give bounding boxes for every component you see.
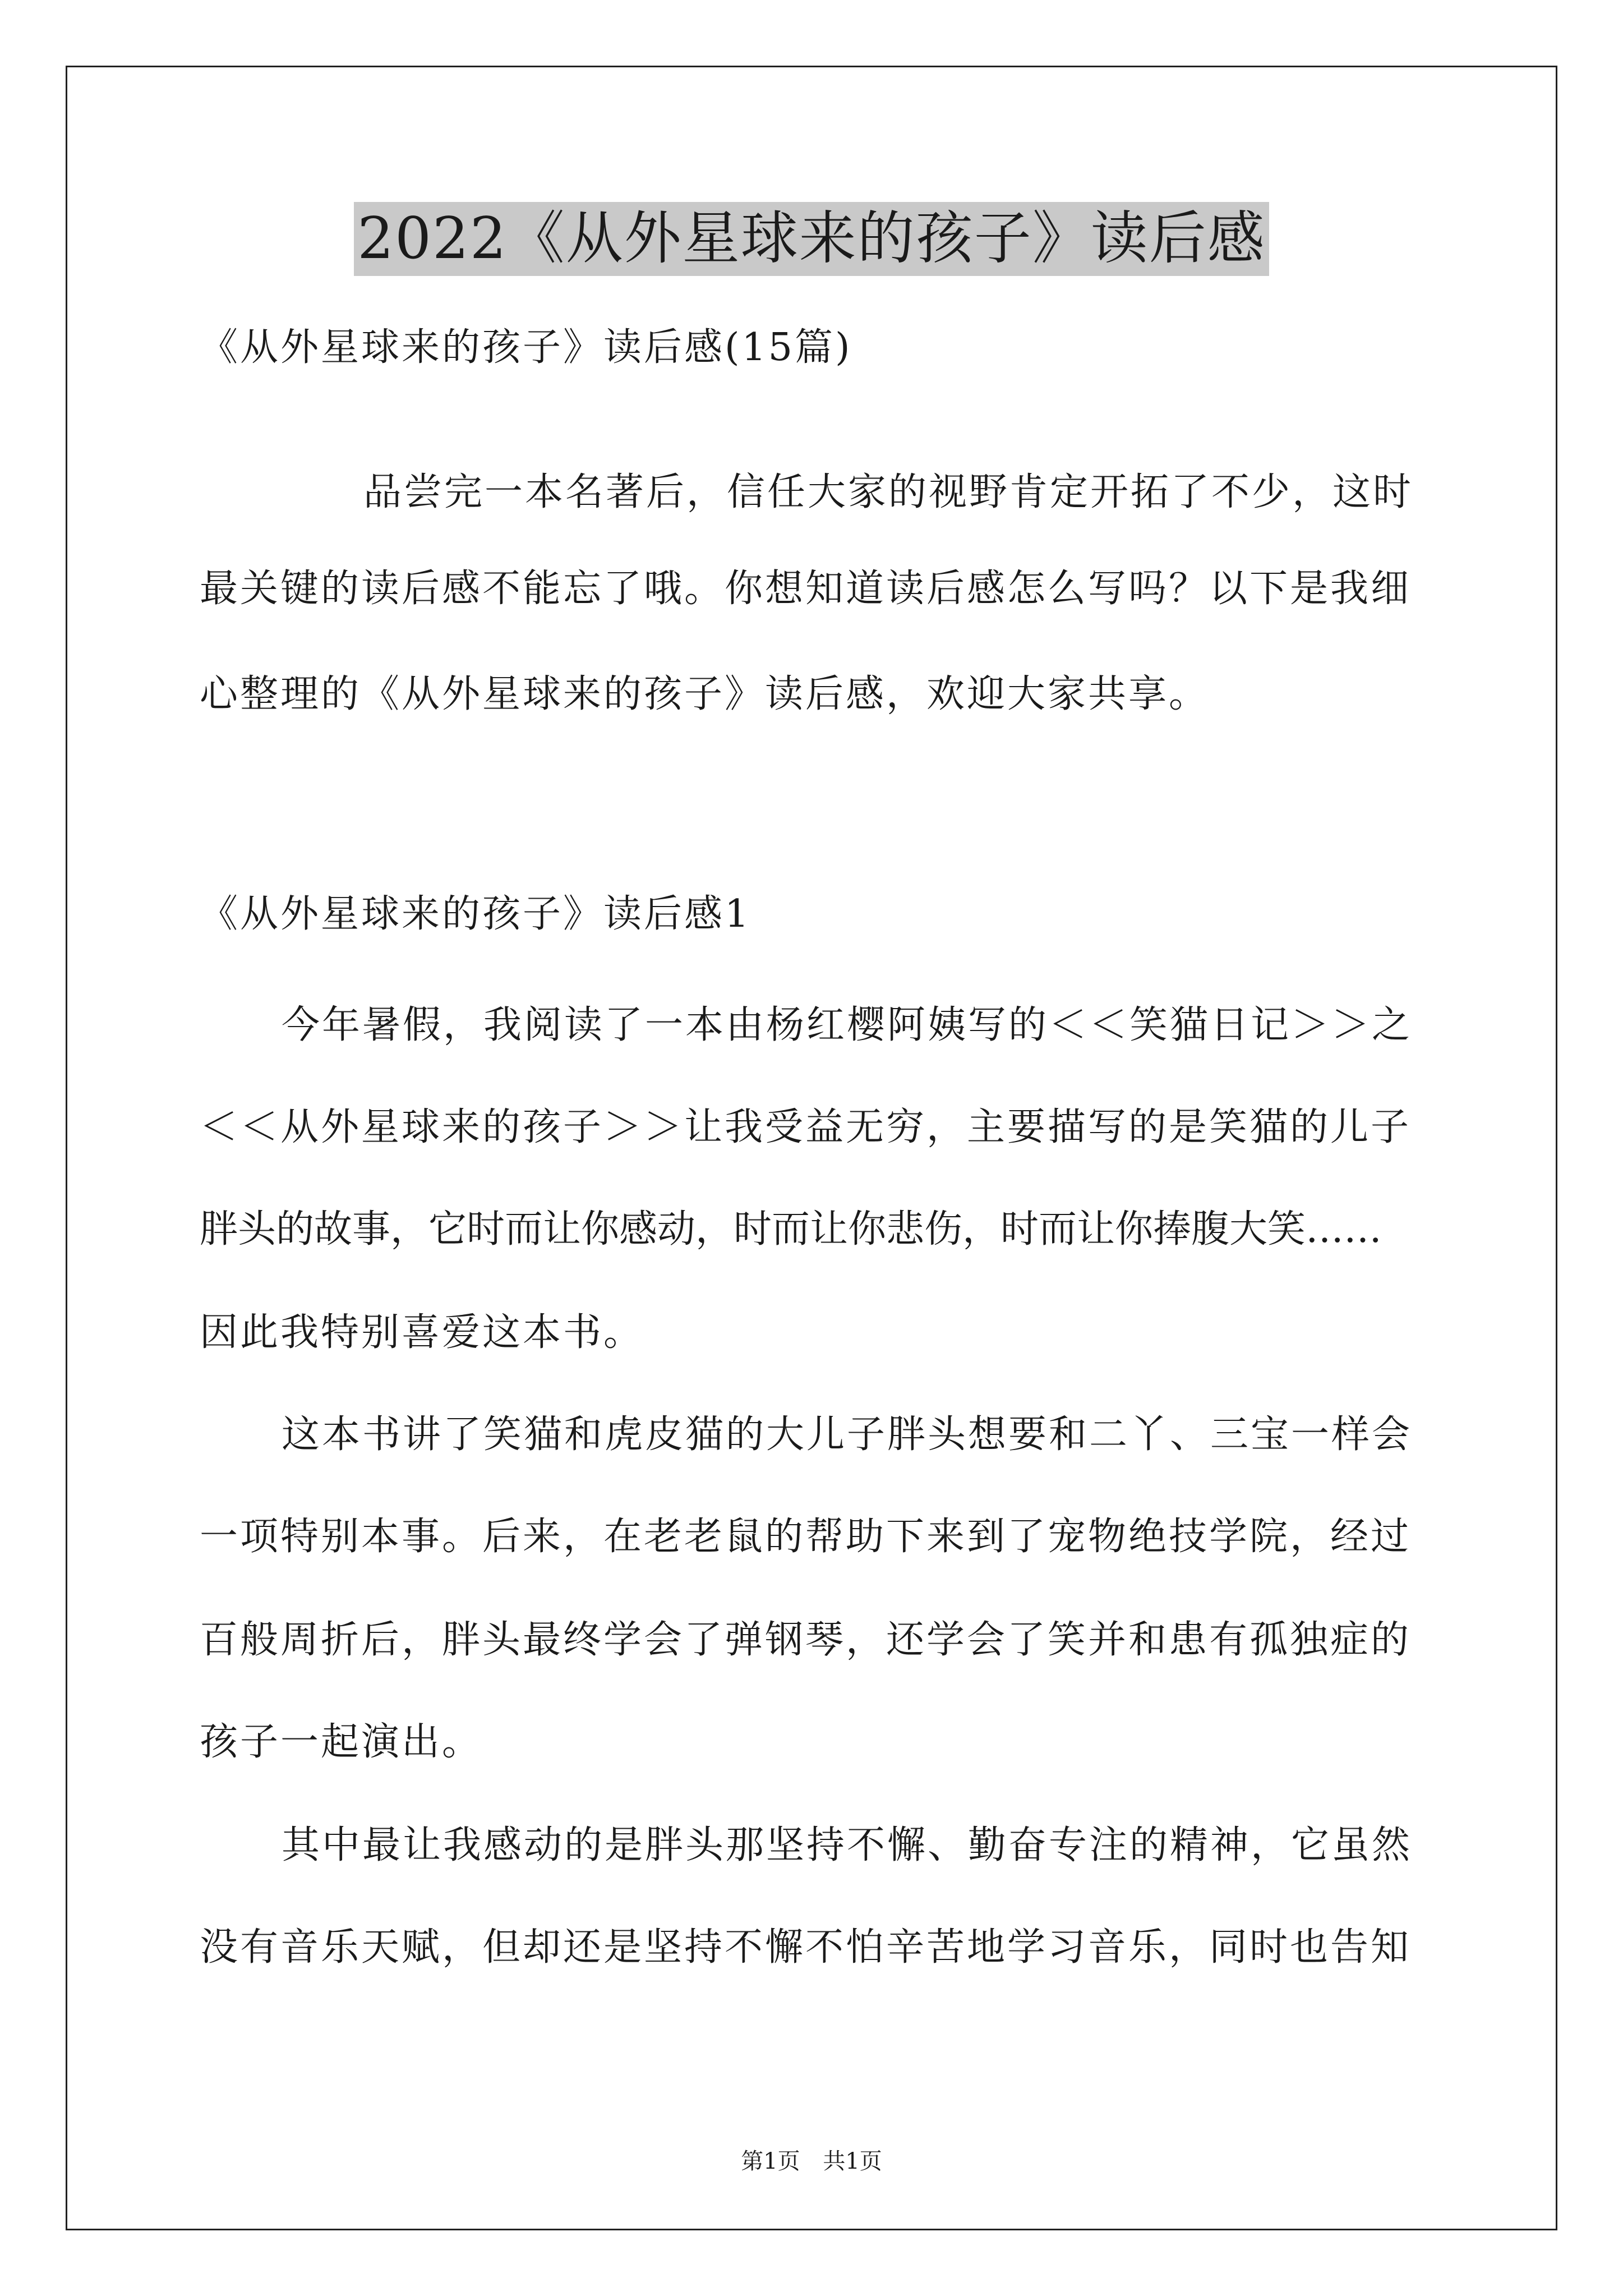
paragraph-line: 胖头的故事，它时而让你感动，时而让你悲伤，时而让你捧腹大笑…… — [200, 1207, 1382, 1251]
title-container — [0, 202, 1623, 276]
paragraph-line: 这本书讲了笑猫和虎皮猫的大儿子胖头想要和二丫、三宝一样会 — [282, 1412, 1413, 1457]
paragraph-line: 今年暑假，我阅读了一本由杨红樱阿姨写的＜＜笑猫日记＞＞之 — [282, 1003, 1413, 1047]
paragraph-line: 一项特别本事。后来，在老老鼠的帮助下来到了宠物绝技学院，经过 — [200, 1515, 1412, 1559]
paragraph-line: 孩子一起演出。 — [200, 1720, 483, 1764]
section-heading: 《从外星球来的孩子》读后感1 — [200, 892, 751, 936]
paragraph-line: 品尝完一本名著后，信任大家的视野肯定开拓了不少，这时 — [363, 470, 1414, 514]
paragraph-line: ＜＜从外星球来的孩子＞＞让我受益无穷，主要描写的是笑猫的儿子 — [200, 1105, 1412, 1149]
paragraph-line: 没有音乐天赋，但却还是坚持不懈不怕辛苦地学习音乐，同时也告知 — [200, 1925, 1412, 1970]
subtitle-line: 《从外星球来的孩子》读后感(15篇) — [200, 325, 852, 370]
paragraph-line: 因此我特别喜爱这本书。 — [200, 1310, 644, 1355]
paragraph-line: 最关键的读后感不能忘了哦。你想知道读后感怎么写吗？以下是我细 — [200, 567, 1412, 611]
page-footer — [0, 2146, 1623, 2177]
paragraph-line: 心整理的《从外星球来的孩子》读后感，欢迎大家共享。 — [200, 672, 1210, 716]
paragraph-line: 百般周折后，胖头最终学会了弹钢琴，还学会了笑并和患有孤独症的 — [200, 1618, 1412, 1662]
document-title: 2022《从外星球来的孩子》读后感 — [354, 202, 1269, 276]
page-total: 共1页 — [823, 2148, 882, 2174]
page-number: 第1页 — [741, 2148, 800, 2174]
paragraph-line: 其中最让我感动的是胖头那坚持不懈、勤奋专注的精神，它虽然 — [282, 1823, 1413, 1867]
